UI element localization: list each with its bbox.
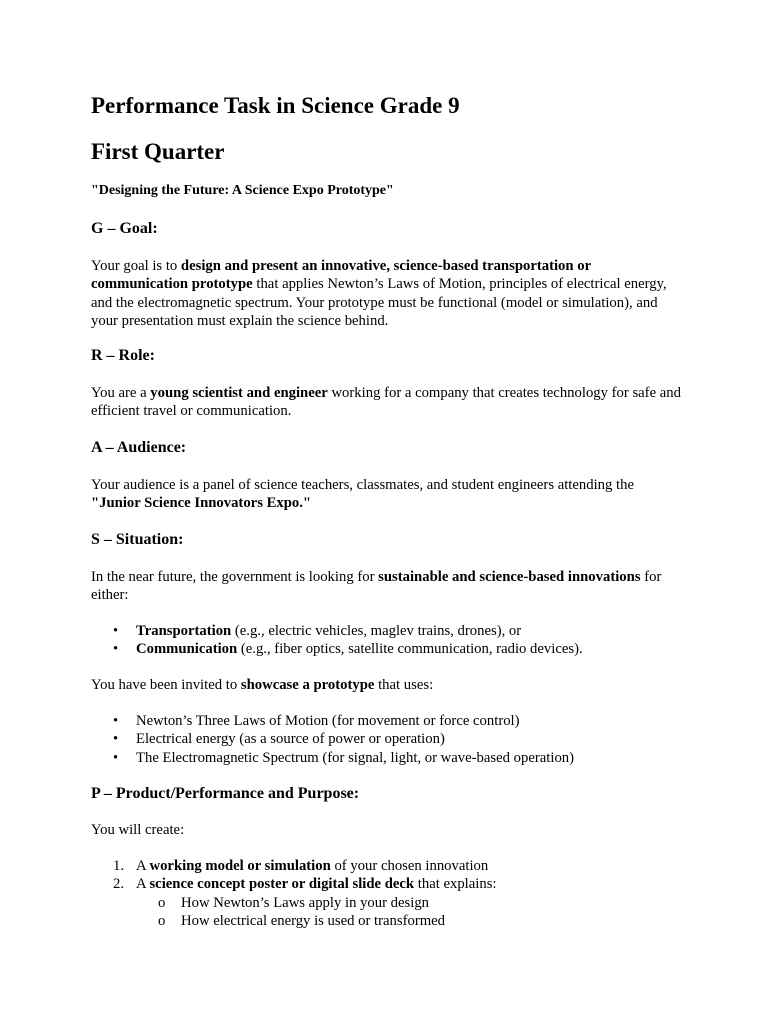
list-item: • The Electromagnetic Spectrum (for signal, light, or wave-based operation) — [91, 749, 574, 767]
quarter-heading: First Quarter — [91, 139, 225, 164]
explains-sublist — [136, 894, 497, 931]
situation-text-1: In the near future, the government is looking for — [91, 569, 379, 585]
uses-list — [91, 712, 574, 767]
item-pre: A — [136, 858, 150, 874]
product-intro: You will create: — [91, 822, 185, 838]
invite-text-2: that uses: — [374, 677, 434, 693]
goal-text-2: that applies Newton’s Laws of Motion, principles of electrical energy, and the electromagnetic spectrum. Your prototype must be functional (model or simulation), and your presentation must explain the science behind. — [91, 276, 667, 329]
option-label: Communication — [136, 641, 238, 658]
invite-paragraph — [91, 676, 687, 694]
invite-text-1: You have been invited to — [91, 677, 241, 693]
goal-text-1: Your goal is to — [91, 258, 181, 274]
role-paragraph — [91, 384, 687, 421]
situation-options-list — [91, 622, 583, 659]
item-bold: working model or simulation — [149, 858, 331, 874]
role-text-2: working for a company that creates technology for safe and efficient travel or communication. — [91, 385, 681, 420]
item-pre: A — [136, 876, 150, 893]
sub-list-item: o How Newton’s Laws apply in your design — [136, 894, 497, 912]
situation-bold-1: sustainable and science-based innovations — [378, 569, 641, 585]
list-item: • Electrical energy (as a source of power or operation) — [91, 730, 574, 748]
situation-text-2: for either: — [91, 569, 662, 604]
sub-list-item: o How electrical energy is used or transformed — [136, 912, 497, 930]
audience-heading: A – Audience: — [91, 439, 187, 456]
role-text-1: You are a — [91, 385, 151, 401]
goal-heading: G – Goal: — [91, 220, 158, 237]
goal-bold-1: design and present an innovative, science-based transportation or communication prototype — [91, 258, 591, 293]
invite-bold: showcase a prototype — [240, 677, 375, 693]
audience-paragraph — [91, 476, 687, 513]
item-post: of your chosen innovation — [330, 858, 489, 874]
item-post: that explains: — [414, 876, 497, 893]
option-text: (e.g., fiber optics, satellite communication, radio devices). — [237, 641, 583, 658]
list-item — [91, 875, 497, 930]
audience-bold-1: "Junior Science Innovators Expo." — [91, 495, 312, 512]
role-bold-1: young scientist and engineer — [150, 385, 328, 401]
task-subtitle: "Designing the Future: A Science Expo Prototype" — [91, 183, 394, 198]
situation-heading: S – Situation: — [91, 531, 184, 548]
list-item — [91, 857, 497, 875]
audience-text-1: Your audience is a panel of science teachers, classmates, and student engineers attending the — [91, 477, 634, 493]
option-label: Transportation — [136, 623, 232, 639]
option-text: (e.g., electric vehicles, maglev trains, drones), or — [231, 623, 522, 639]
list-item: • Newton’s Three Laws of Motion (for movement or force control) — [91, 712, 574, 730]
product-list — [91, 857, 497, 930]
situation-paragraph — [91, 568, 687, 605]
list-item — [91, 622, 583, 640]
goal-paragraph — [91, 257, 687, 330]
item-bold: science concept poster or digital slide deck — [149, 876, 415, 893]
list-number: 2. — [113, 876, 125, 893]
document-title: Performance Task in Science Grade 9 — [91, 93, 460, 118]
product-heading: P – Product/Performance and Purpose: — [91, 785, 360, 802]
role-heading: R – Role: — [91, 347, 155, 364]
list-number: 1. — [113, 858, 125, 874]
list-item — [91, 640, 583, 658]
